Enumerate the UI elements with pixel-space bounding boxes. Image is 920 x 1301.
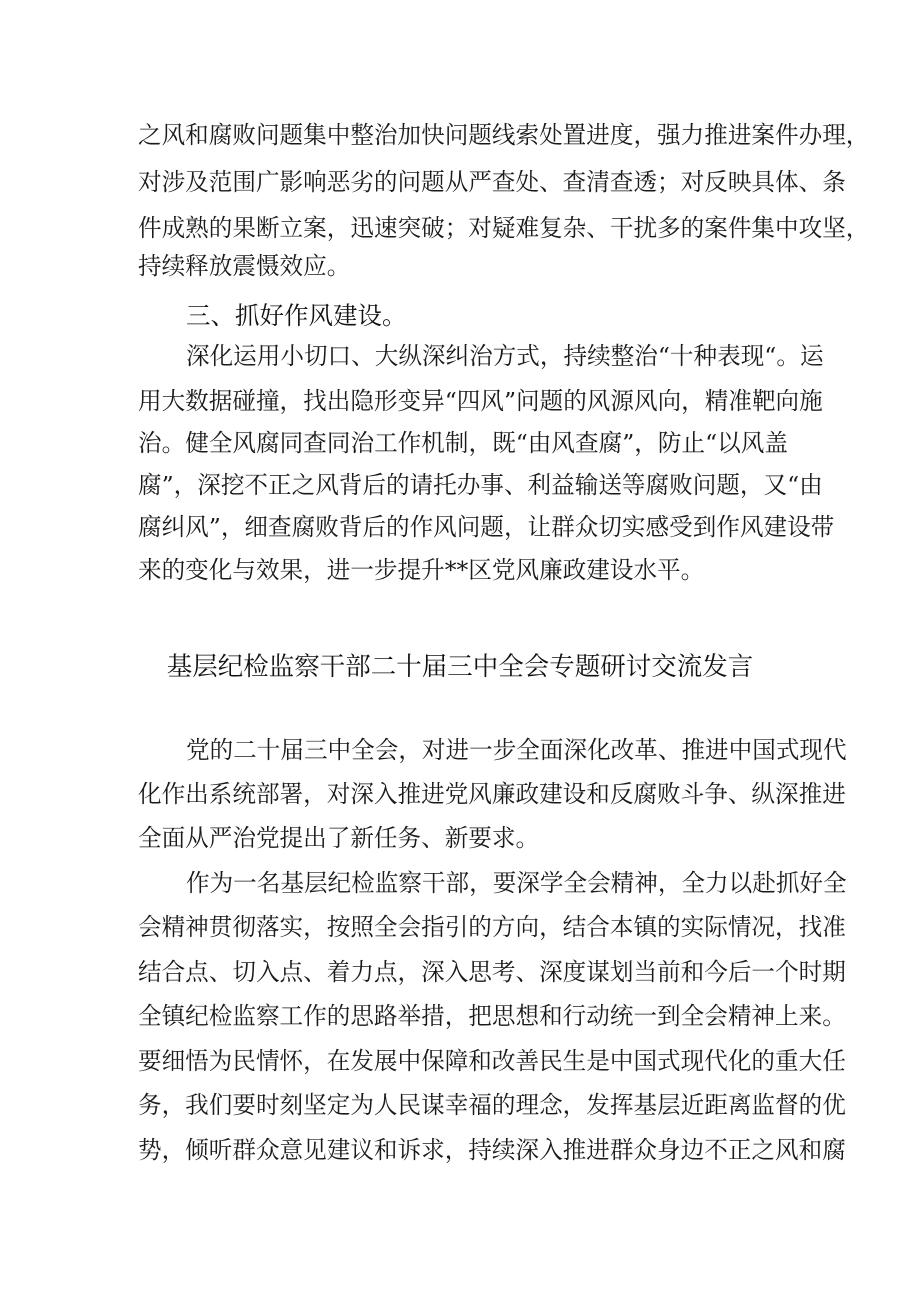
text-line: 持续释放震慑效应。 xyxy=(138,252,351,280)
section-heading: 三、抓好作风建设。 xyxy=(186,301,407,330)
text-line: 治。健全风腐同查同治工作机制，既“由风查腐”，防止“以风盖 xyxy=(138,429,788,457)
text-line: 深化运用小切口、大纵深纠治方式，持续整治“十种表现“。运 xyxy=(186,342,824,370)
text-line: 腐”，深挖不正之风背后的请托办事、利益输送等腐败问题，又“由 xyxy=(138,471,823,499)
text-line: 作为一名基层纪检监察干部，要深学全会精神，全力以赴抓好全 xyxy=(186,869,847,897)
text-line: 党的二十届三中全会，对进一步全面深化改革、推进中国式现代 xyxy=(186,736,847,764)
text-line: 结合点、切入点、着力点，深入思考、深度谋划当前和今后一个时期 xyxy=(138,958,846,986)
text-line: 用大数据碰撞，找出隐形变异“四风”问题的风源风向，精准靶向施 xyxy=(138,387,823,415)
text-line: 件成熟的果断立案，迅速突破；对疑难复杂、干扰多的案件集中攻坚， xyxy=(138,214,870,242)
text-line: 务，我们要时刻坚定为人民谋幸福的理念，发挥基层近距离监督的优 xyxy=(138,1091,846,1119)
text-line: 全面从严治党提出了新任务、新要求。 xyxy=(138,824,540,852)
text-line: 之风和腐败问题集中整治加快问题线索处置进度，强力推进案件办理， xyxy=(138,121,870,149)
text-line: 化作出系统部署，对深入推进党风廉政建设和反腐败斗争、纵深推进 xyxy=(138,780,846,808)
text-line: 来的变化与效果，进一步提升**区党风廉政建设水平。 xyxy=(138,556,705,584)
text-line: 势，倾听群众意见建议和诉求，持续深入推进群众身边不正之风和腐 xyxy=(138,1136,846,1164)
text-line: 要细悟为民情怀，在发展中保障和改善民生是中国式现代化的重大任 xyxy=(138,1047,846,1075)
article-title: 基层纪检监察干部二十届三中全会专题研讨交流发言 xyxy=(166,652,754,682)
text-line: 全镇纪检监察工作的思路举措，把思想和行动统一到全会精神上来。 xyxy=(138,1002,846,1030)
text-line: 腐纠风”，细查腐败背后的作风问题，让群众切实感受到作风建设带 xyxy=(138,513,835,541)
text-line: 对涉及范围广影响恶劣的问题从严查处、查清查透；对反映具体、条 xyxy=(138,168,846,196)
text-line: 会精神贯彻落实，按照全会指引的方向，结合本镇的实际情况，找准 xyxy=(138,913,846,941)
